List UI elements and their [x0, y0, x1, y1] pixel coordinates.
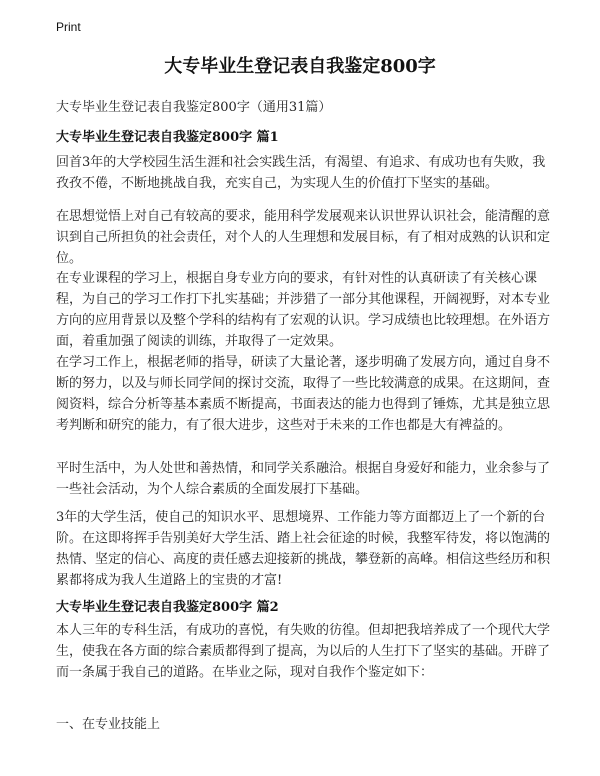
section-heading-1: 大专毕业生登记表自我鉴定800字 篇1	[56, 130, 279, 145]
paragraph: 平时生活中，为人处世和善热情，和同学关系融洽。根据自身爱好和能力，业余参与了一些社会活动，为个人综合素质的全面发展打下基础。	[56, 461, 551, 497]
document-title: 大专毕业生登记表自我鉴定800字	[164, 56, 436, 77]
section-heading-2: 大专毕业生登记表自我鉴定800字 篇2	[56, 600, 279, 615]
paragraph: 回首3年的大学校园生活生涯和社会实践生活，有渴望、有追求、有成功也有失败，我孜孜不倦，不断地挑战自我，充实自己，为实现人生的价值打下坚实的基础。	[56, 155, 546, 191]
paragraph: 在专业课程的学习上，根据自身专业方向的要求，有针对性的认真研读了有关核心课程，为自己的学习工作打下扎实基础；并涉猎了一部分其他课程，开阔视野，对本专业方向的应用背景以及整个学科的结构有了宏观的认识。学习成绩也比较理想。在外语方面，着重加强了阅读的训练，并取得了一定效果。	[56, 271, 551, 349]
paragraph: 本人三年的专科生活，有成功的喜悦，有失败的彷徨。但却把我培养成了一个现代大学生，使我在各方面的综合素质都得到了提高，为以后的人生打下了坚实的基础。开辟了而一条属于我自己的道路。在毕业之际，现对自我作个鉴定如下：	[56, 623, 551, 680]
paragraph: 在学习工作上，根据老师的指导，研读了大量论著，逐步明确了发展方向，通过自身不断的努力，以及与师长同学间的探讨交流，取得了一些比较满意的成果。在这期间，查阅资料，综合分析等基本素质不断提高，书面表达的能力也得到了锤炼，尤其是独立思考判断和研究的能力，有了很大进步，这些对于未来的工作也都是大有裨益的。	[56, 355, 551, 433]
paragraph: 一、在专业技能上	[56, 717, 161, 732]
print-link[interactable]: Print	[56, 20, 81, 34]
paragraph: 3年的大学生活，使自己的知识水平、思想境界、工作能力等方面都迈上了一个新的台阶。在这即将挥手告别美好大学生活、踏上社会征途的时候，我整军待发，将以饱满的热情、坚定的信心、高度的责任感去迎接新的挑战，攀登新的高峰。相信这些经历和积累都将成为我人生道路上的宝贵的才富!	[56, 510, 551, 588]
paragraph: 在思想觉悟上对自己有较高的要求，能用科学发展观来认识世界认识社会，能清醒的意识到自己所担负的社会责任，对个人的人生理想和发展目标，有了相对成熟的认识和定位。	[56, 209, 551, 266]
document-subtitle: 大专毕业生登记表自我鉴定800字（通用31篇）	[56, 100, 332, 115]
